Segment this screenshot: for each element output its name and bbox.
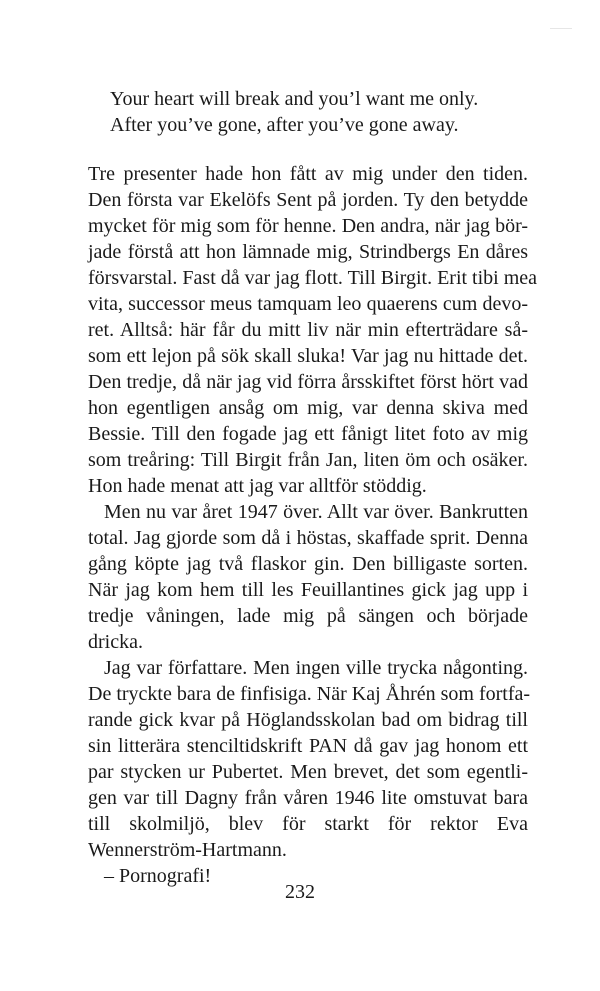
- text-line: Jag var författare. Men ingen ville trycka någonting.: [104, 657, 528, 679]
- text-line: total. Jag gjorde som då i höstas, skaffade sprit. Denna: [88, 527, 528, 549]
- text-line: som treåring: Till Birgit från Jan, liten öm och osäker.: [88, 449, 528, 471]
- epigraph-line: Your heart will break and you’l want me only.: [110, 88, 479, 110]
- text-line: försvarstal. Fast då var jag flott. Till Birgit. Erit tibi mea: [88, 267, 538, 289]
- text-line: Hon hade menat att jag var alltför stöddig.: [88, 475, 427, 497]
- text-line: Wennerström-Hartmann.: [88, 839, 287, 861]
- text-line: Bessie. Till den fogade jag ett fånigt litet foto av mig: [88, 423, 528, 445]
- text-line: jade förstå att hon lämnade mig, Strindbergs En dåres: [88, 241, 528, 263]
- text-line: Den första var Ekelöfs Sent på jorden. Ty den betydde: [88, 189, 528, 211]
- page-number: 232: [285, 881, 315, 903]
- text-line: par stycken ur Pubertet. Men brevet, det som egentli-: [88, 761, 528, 783]
- text-line: De tryckte bara de finfisiga. När Kaj Åhrén som fortfa-: [88, 683, 531, 705]
- text-line: hon egentligen ansåg om mig, var denna skiva med: [88, 397, 528, 419]
- text-line: mycket för mig som för henne. Den andra, när jag bör-: [88, 215, 528, 237]
- text-line: Den tredje, då när jag vid förra årsskiftet först hört vad: [88, 371, 528, 393]
- text-line: till skolmiljö, blev för starkt för rektor Eva: [88, 813, 528, 835]
- text-line: vita, successor meus tamquam leo quaerens cum devo-: [88, 293, 528, 315]
- scan-mark: [550, 28, 572, 29]
- text-line: dricka.: [88, 631, 143, 653]
- text-line: sin litterära stenciltidskrift PAN då gav jag honom ett: [88, 735, 528, 757]
- text-line: – Pornografi!: [104, 865, 212, 887]
- epigraph: [110, 86, 570, 138]
- text-line: Men nu var året 1947 över. Allt var över. Bankrutten: [104, 501, 528, 523]
- text-line: gen var till Dagny från våren 1946 lite omstuvat bara: [88, 787, 528, 809]
- text-line: ret. Alltså: här får du mitt liv när min efterträdare så-: [88, 319, 528, 341]
- text-line: som ett lejon på sök skall sluka! Var jag nu hittade det.: [88, 345, 528, 367]
- text-line: tredje våningen, lade mig på sängen och började: [88, 605, 528, 627]
- text-line: Tre presenter hade hon fått av mig under den tiden.: [88, 163, 528, 185]
- text-line: När jag kom hem till les Feuillantines gick jag upp i: [88, 579, 528, 601]
- text-line: gång köpte jag två flaskor gin. Den billigaste sorten.: [88, 553, 528, 575]
- epigraph-line: After you’ve gone, after you’ve gone away.: [110, 114, 459, 136]
- text-line: rande gick kvar på Höglandsskolan bad om bidrag till: [88, 709, 528, 731]
- body-text: [88, 161, 538, 889]
